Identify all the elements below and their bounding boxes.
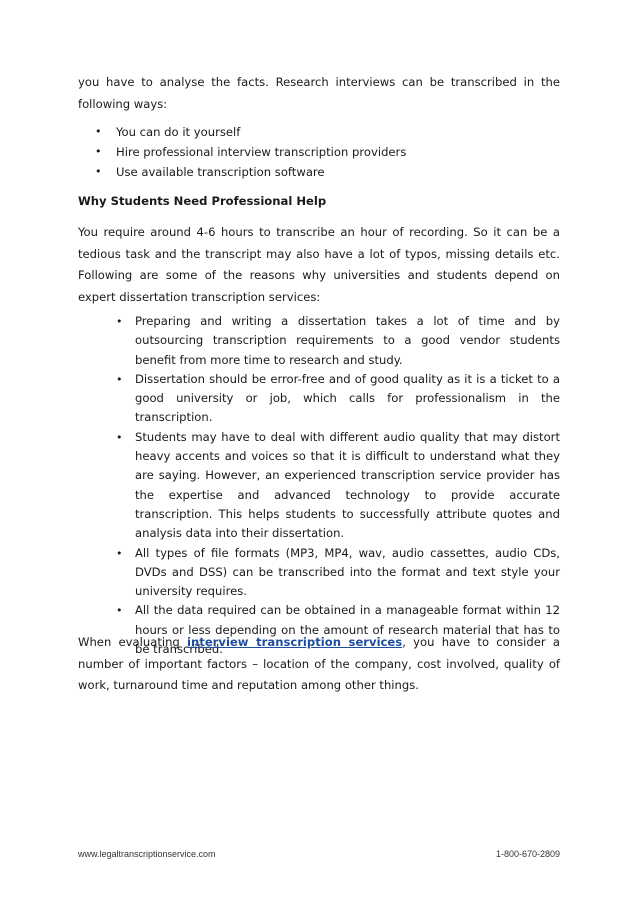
evaluation-paragraph [78, 632, 560, 697]
section-heading: Why Students Need Professional Help [78, 194, 327, 208]
list-item: • Students may have to deal with different audio quality that may distort heavy accents and voices so that it is difficult to understand what they are saying. However, an experienced transcription service provider has the expertise and advanced technology to provide accurate transcription. This helps students to successfully attribute quotes and analysis data into their dissertation. [78, 428, 560, 544]
list-item: • Use available transcription software [78, 162, 560, 182]
requirement-paragraph: You require around 4-6 hours to transcribe an hour of recording. So it can be a tedious task and the transcript may also have a lot of typos, missing details etc. Following are some of the reasons why universities and students depend on expert dissertation transcription services: [78, 225, 560, 304]
footer-url[interactable]: www.legaltranscriptionservice.com [78, 849, 216, 859]
list-item: • Dissertation should be error-free and of good quality as it is a ticket to a good university or job, which calls for professionalism in the transcription. [78, 370, 560, 428]
list-item: • All types of file formats (MP3, MP4, wav, audio cassettes, audio CDs, DVDs and DSS) can be transcribed into the format and text style your university requires. [78, 544, 560, 602]
evaluation-text-before: When evaluating [78, 635, 188, 649]
footer-phone: 1-800-670-2809 [495, 849, 560, 859]
interview-transcription-services-link[interactable]: interview transcription services [187, 635, 403, 649]
list-item: • You can do it yourself [78, 122, 560, 142]
list-item: • All the data required can be obtained in a manageable format within 12 hours or less depending on the amount of research material that has to be transcribed. [78, 601, 560, 659]
list-item: • Hire professional interview transcription providers [78, 142, 560, 162]
transcription-ways-list [78, 122, 560, 182]
reasons-list [78, 312, 560, 659]
list-item: • Preparing and writing a dissertation takes a lot of time and by outsourcing transcription requirements to a good vendor students benefit from more time to research and study. [78, 312, 560, 370]
evaluation-text-after: , you have to consider a number of important factors – location of the company, cost involved, quality of work, turnaround time and reputation among other things. [78, 635, 560, 692]
intro-paragraph: you have to analyse the facts. Research interviews can be transcribed in the following ways: [78, 75, 560, 111]
